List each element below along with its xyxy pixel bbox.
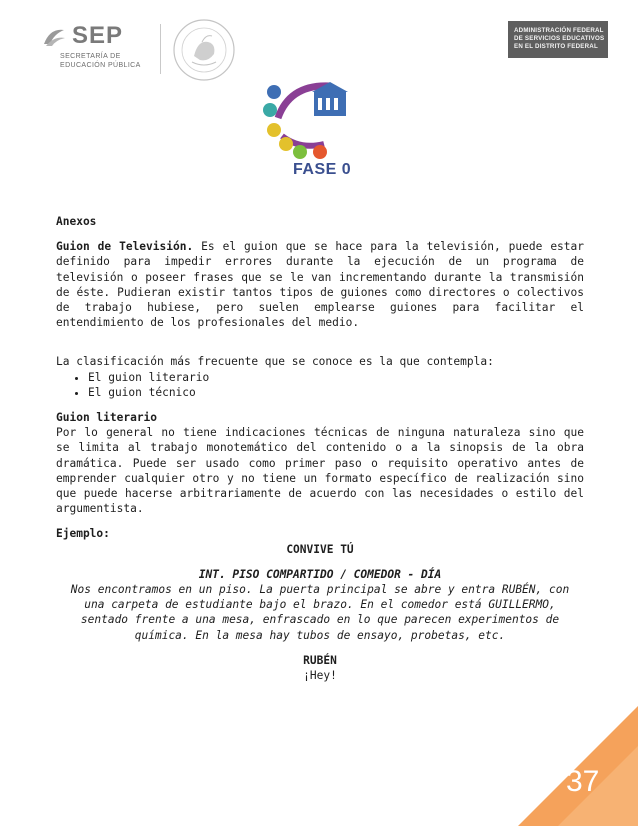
guion-tv-term: Guion de Televisión. [56, 240, 194, 254]
sep-subtitle [60, 52, 141, 70]
afsedf-line-3: EN EL DISTRITO FEDERAL [514, 43, 598, 50]
afsedf-logo [508, 21, 608, 58]
guion-tv-paragraph [56, 239, 584, 330]
page-number: 37 [566, 765, 600, 798]
corner-decoration [488, 706, 638, 826]
guion-tv-definition: Es el guion que se hace para la televisión, puede estar definido para impedir errores durante la ejecución de un programa de televisión o poseer frases que se le van incrementando durante la transmisión de éste. Pudieran existir tantos tipos de guiones como directores o colectivos de trabajo hubiese, pero suelen emplearse guiones para facilitar el entendimiento de los profesionales del medio. [56, 240, 584, 330]
guion-types-list [56, 370, 584, 400]
scene-heading: INT. PISO COMPARTIDO / COMEDOR - DÍA [198, 567, 442, 581]
sep-subtitle-line-2: EDUCACIÓN PÚBLICA [60, 62, 141, 69]
afsedf-line-2: DE SERVICIOS EDUCATIVOS [514, 35, 605, 42]
afsedf-line-1: ADMINISTRACIÓN FEDERAL [514, 27, 604, 34]
script-title: CONVIVE TÚ [286, 542, 354, 556]
afsedf-text [514, 27, 604, 51]
list-item: • El guion técnico [88, 385, 584, 400]
sep-logo [40, 22, 152, 78]
clasificacion-text: La clasificación más frecuente que se conoce es la que contempla: [56, 355, 494, 369]
scene-description: Nos encontramos en un piso. La puerta principal se abre y entra RUBÉN, con una carpeta de estudiante bajo el brazo. En el comedor está GUILLERMO, sentado frente a una mesa, enfrascado en lo que parecen experimentos de química. En la mesa hay tubos de ensayo, probetas, etc. [70, 583, 570, 642]
character-name: RUBÉN [303, 653, 337, 667]
dialogue-line: ¡Hey! [303, 669, 337, 683]
mexico-seal-icon [172, 18, 236, 82]
ejemplo-label: Ejemplo: [56, 527, 110, 541]
list-item: • El guion literario [88, 370, 584, 385]
header-divider [160, 24, 161, 74]
fase-label: FASE 0 [293, 161, 352, 178]
sep-subtitle-line-1: SECRETARÍA DE [60, 53, 121, 60]
literario-paragraph: Por lo general no tiene indicaciones técnicas de ninguna naturaleza sino que se limita al trabajo monotemático del contenido o a la sinopsis de la obra dramática. Puede ser usado como primer paso o requisito operativo antes de emprender cualquier otro y no tiene un formato específico de realización sino que puede hacerse arbitrariamente de acuerdo con las necesidades o estilo del argumentista. [56, 426, 584, 516]
sep-wordmark: SEP [72, 22, 124, 49]
section-title: Anexos [56, 215, 97, 228]
literario-heading: Guion literario [56, 411, 158, 425]
main-content [56, 214, 584, 683]
sep-emblem-icon [42, 26, 66, 48]
